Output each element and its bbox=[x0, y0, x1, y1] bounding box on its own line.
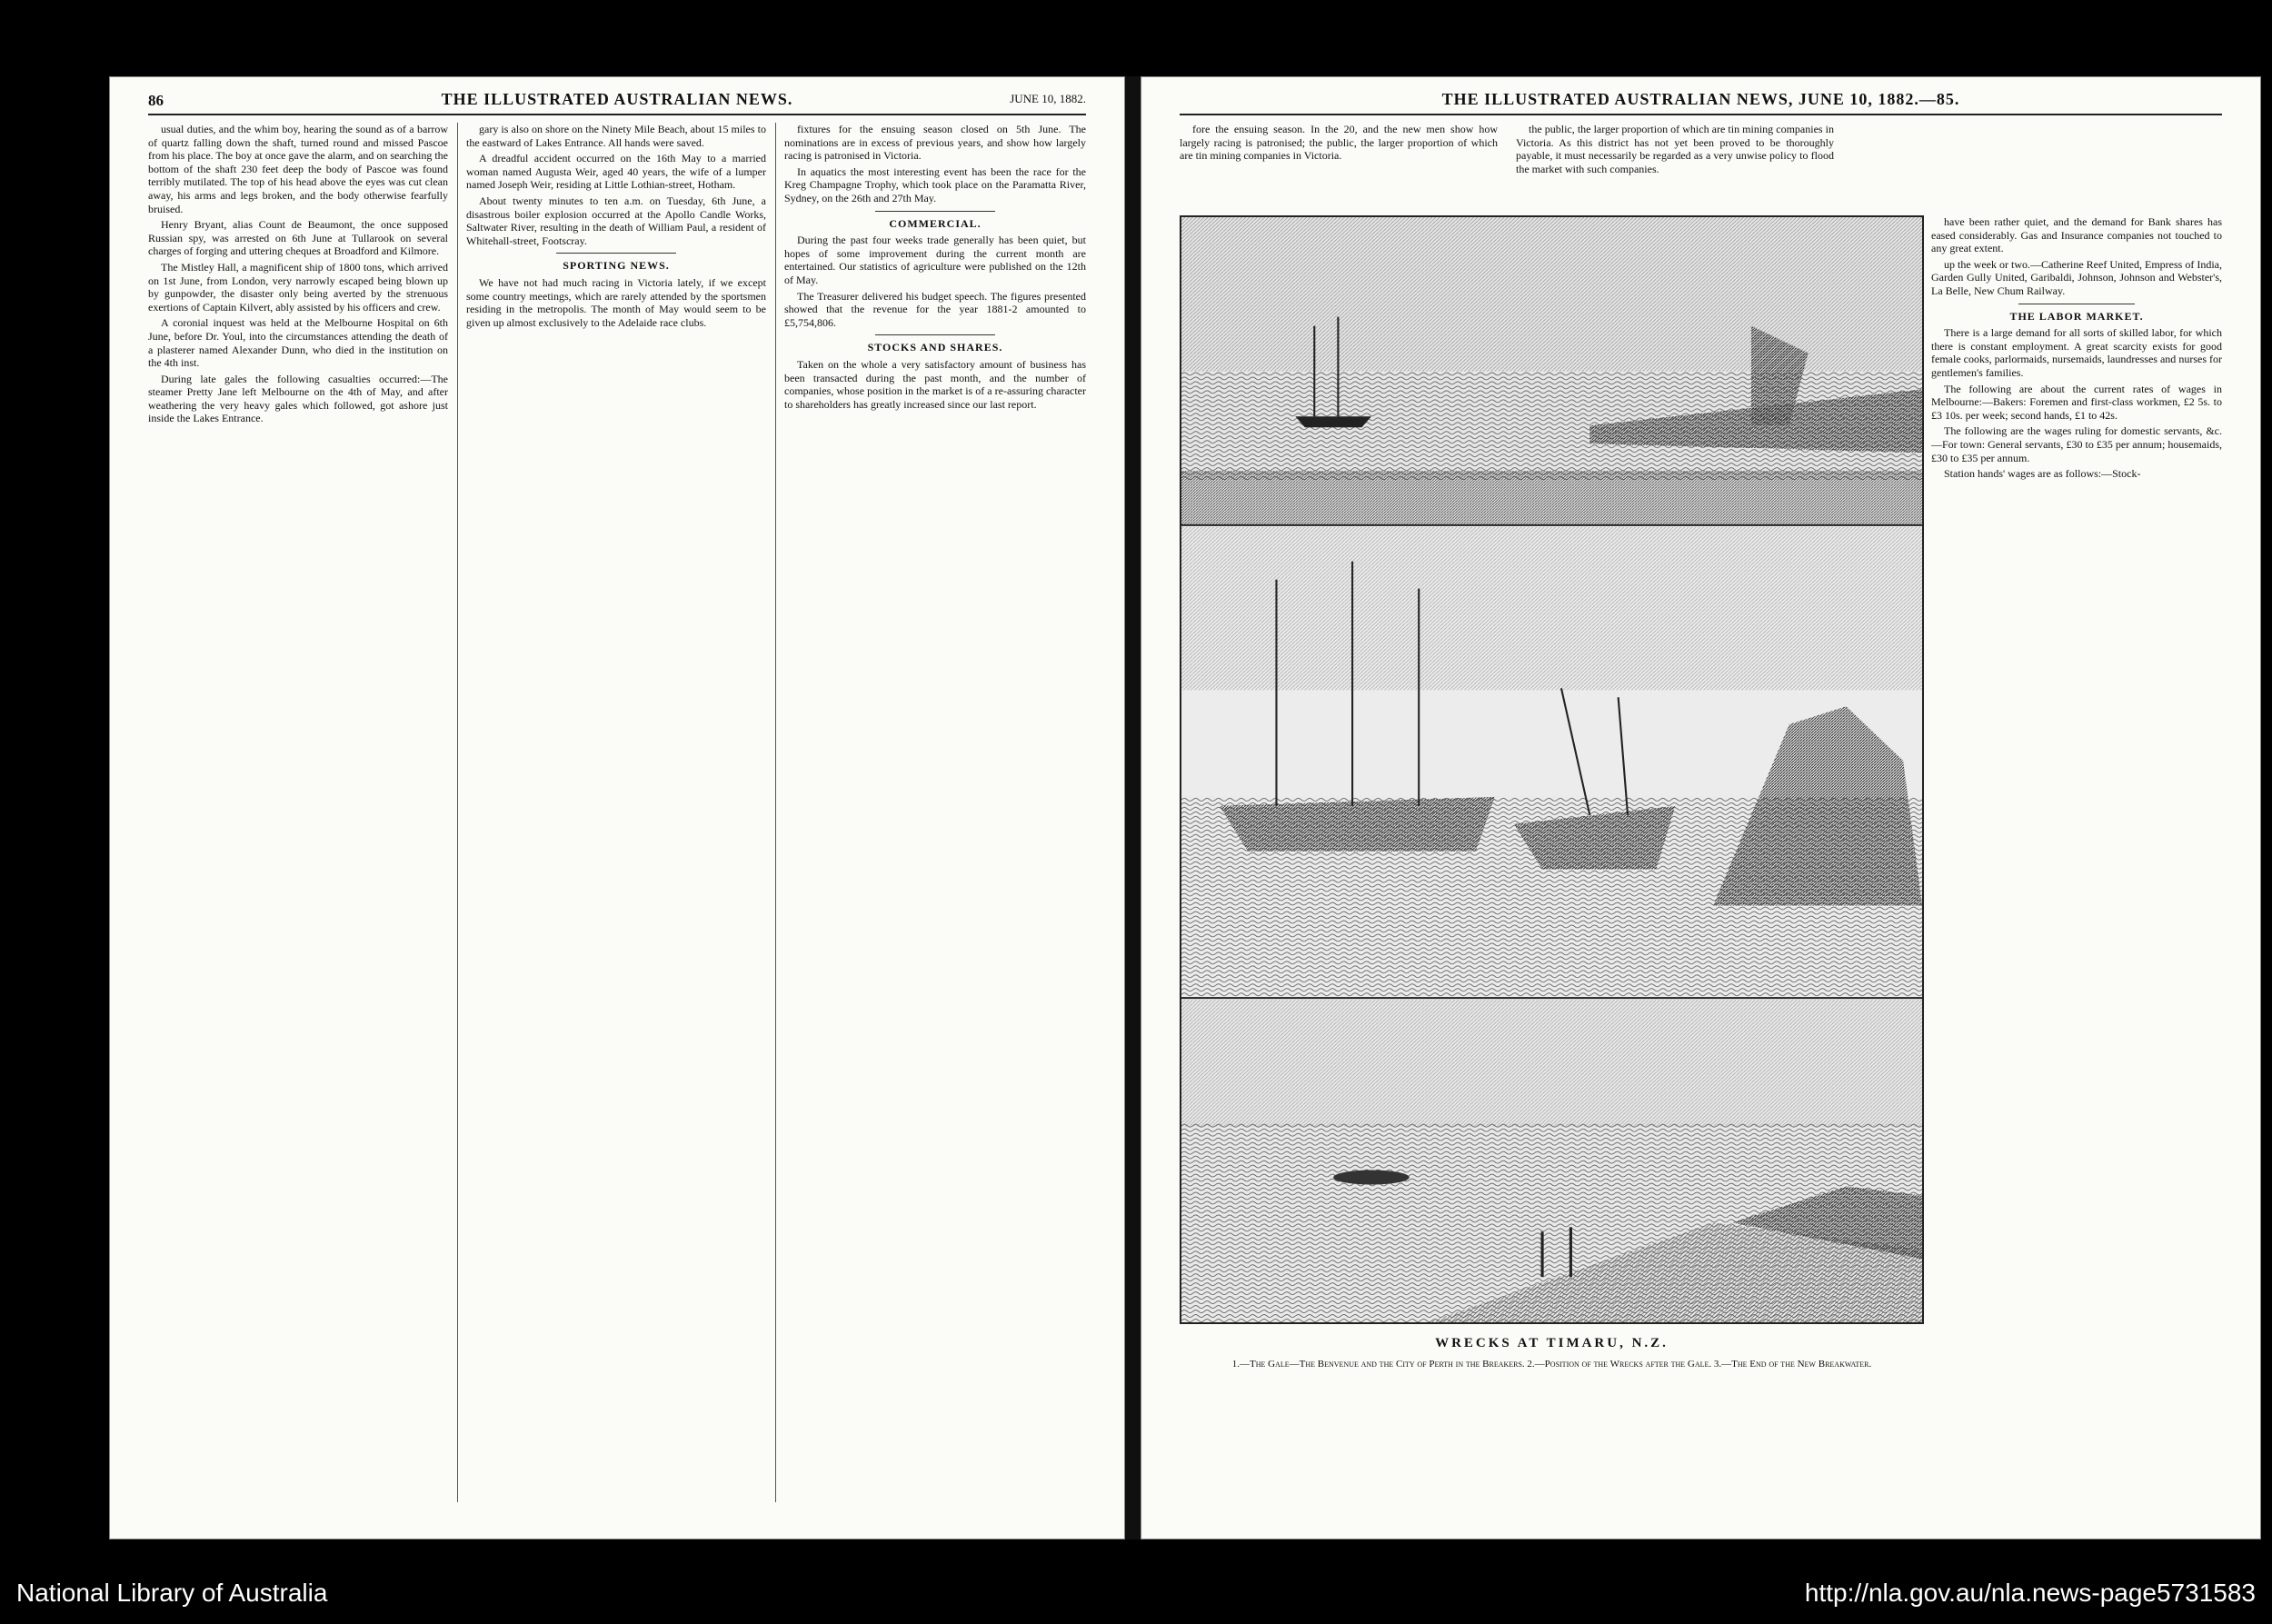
right-running-date: JUNE 10, 1882.—85. bbox=[1798, 90, 1960, 108]
article-paragraph: up the week or two.—Catherine Reef United, Empress of India, Garden Gully United, Garibaldi, Johnson, Johnson and Webster's, La Belle, New Chum Railway. bbox=[1931, 257, 2222, 297]
section-divider bbox=[875, 334, 996, 335]
article-paragraph: About twenty minutes to ten a.m. on Tuesday, 6th June, a disastrous boiler explosion occurred at the Apollo Candle Works, Saltwater River, resulting in the death of William Paul, a resident of Whitehall-street, Footscray. bbox=[466, 194, 766, 247]
article-paragraph: A coronial inquest was held at the Melbourne Hospital on 6th June, before Dr. Youl, into the circumstances attending the death of a plasterer named Alexander Dunn, who died in the institution on the 4th inst. bbox=[148, 316, 448, 370]
left-col-3 bbox=[784, 123, 1086, 1502]
article-paragraph: During late gales the following casualties occurred:—The steamer Pretty Jane left Melbourne on the 4th of May, and after weathering the very heavy gales which followed, got ashore just inside the Lakes Entrance. bbox=[148, 372, 448, 425]
article-paragraph: Taken on the whole a very satisfactory amount of business has been transacted during the past month, and the number of companies, whose position in the market is of a re-assuring character to shareholders has greatly increased since our last report. bbox=[784, 357, 1086, 411]
article-paragraph: We have not had much racing in Victoria lately, if we except some country meetings, which are rarely attended by the sportsmen residing in the metropolis. The month of May would seem to be given up almost exclusively to the Adelaide race clubs. bbox=[466, 275, 766, 329]
right-running-title: THE ILLUSTRATED AUSTRALIAN NEWS, bbox=[1441, 90, 1794, 108]
illustration-caption-title: WRECKS AT TIMARU, N.Z. bbox=[1435, 1336, 1669, 1350]
right-running-head bbox=[1180, 88, 2222, 115]
column-rule bbox=[775, 123, 776, 1502]
left-col-1 bbox=[148, 123, 448, 1502]
left-page-number: 86 bbox=[148, 92, 164, 109]
viewer-footer bbox=[0, 1560, 2272, 1624]
article-paragraph: The Treasurer delivered his budget speech. The figures presented showed that the revenue for the year 1881-2 amounted to £5,754,806. bbox=[784, 289, 1086, 329]
article-paragraph: A dreadful accident occurred on the 16th May to a married woman named Augusta Weir, aged 40 years, the wife of a lumper named Joseph Weir, residing at Little Lothian-street, Hotham. bbox=[466, 152, 766, 192]
left-col-2 bbox=[466, 123, 766, 1502]
left-running-title: THE ILLUSTRATED AUSTRALIAN NEWS. bbox=[441, 90, 793, 108]
right-side-column bbox=[1931, 215, 2222, 1502]
page-url[interactable]: http://nla.gov.au/nla.news-page5731583 bbox=[1804, 1579, 2256, 1607]
article-paragraph: fore the ensuing season. In the 20, and the new men show how largely racing is patronised; the public, the larger proportion of which are tin mining companies in Victoria. bbox=[1180, 123, 1498, 163]
right-running-head-text bbox=[1180, 90, 2222, 109]
article-paragraph: the public, the larger proportion of which are tin mining companies in Victoria. As this district has not yet been proved to be thoroughly payable, it must necessarily be regarded as a very unwise policy to flood the market with such companies. bbox=[1516, 123, 1834, 175]
article-paragraph: gary is also on shore on the Ninety Mile Beach, about 15 miles to the eastward of Lakes Entrance. All hands were saved. bbox=[466, 123, 766, 149]
article-paragraph: have been rather quiet, and the demand for Bank shares has eased considerably. Gas and Insurance companies not touched to any great extent. bbox=[1931, 215, 2222, 255]
section-heading-commercial: COMMERCIAL. bbox=[889, 216, 982, 230]
section-divider bbox=[875, 211, 996, 212]
wrecks-engraving bbox=[1180, 215, 1924, 1324]
article-paragraph: usual duties, and the whim boy, hearing the sound as of a barrow of quartz falling down the shaft, turned round and missed Pascoe from his place. The boy at once gave the alarm, and on searching the bottom of the shaft 230 feet deep the body of Pascoe was found terribly mutilated. The top of his head above the eyes was cut clean away, his arms and legs broken, and the body otherwise fearfully bruised. bbox=[148, 123, 448, 215]
column-rule bbox=[457, 123, 458, 1502]
right-newspaper-page bbox=[1141, 76, 2261, 1539]
article-paragraph: The following are about the current rates of wages in Melbourne:—Bakers: Foremen and first-class workmen, £2 5s. to £3 10s. per week; second hands, £1 to 42s. bbox=[1931, 382, 2222, 422]
article-paragraph: Station hands' wages are as follows:—Stock- bbox=[1944, 467, 2141, 481]
book-spine bbox=[1125, 76, 1141, 1539]
section-heading-stocks: STOCKS AND SHARES. bbox=[867, 341, 1003, 354]
article-paragraph: During the past four weeks trade generally has been quiet, but hopes of some improvement during the current month are entertained. Our statistics of agriculture were published on the 12th of May. bbox=[784, 234, 1086, 286]
section-heading-labor-market: THE LABOR MARKET. bbox=[2009, 309, 2144, 323]
article-paragraph: The Mistley Hall, a magnificent ship of 1800 tons, which arrived on 1st June, from London, very narrowly escaped being blown up by gunpowder, the disaster only being averted by the strenuous exertions of Captain Kilvert, ably assisted by his officers and crew. bbox=[148, 260, 448, 314]
left-running-head bbox=[148, 88, 1086, 115]
left-running-date: JUNE 10, 1882. bbox=[1010, 92, 1086, 105]
article-paragraph: In aquatics the most interesting event has been the race for the Kreg Champagne Trophy, which took place on the Paramatta River, Sydney, on the 26th and 27th May. bbox=[784, 164, 1086, 204]
engraving-illustration bbox=[1181, 217, 1922, 1322]
library-name: National Library of Australia bbox=[16, 1579, 328, 1607]
section-heading-sporting: SPORTING NEWS. bbox=[563, 259, 670, 273]
article-paragraph: Henry Bryant, alias Count de Beaumont, the once supposed Russian spy, was arrested on 6th June at Tullarook on several charges of forging and uttering cheques at Broadford and Kilmore. bbox=[148, 218, 448, 258]
article-paragraph: fixtures for the ensuing season closed on 5th June. The nominations are in excess of previous years, and show how largely racing is patronised in Victoria. bbox=[784, 123, 1086, 163]
article-paragraph: The following are the wages ruling for domestic servants, &c.—For town: General servants, £30 to £35 per annum; housemaids, £30 to £35 per annum. bbox=[1931, 424, 2222, 464]
left-newspaper-page bbox=[109, 76, 1125, 1539]
section-divider bbox=[556, 253, 676, 254]
illustration-caption-body: 1.—The Gale—The Benvenue and the City of Perth in the Breakers. 2.—Position of the Wrecks after the Gale. 3.—The End of the New Breakwater. bbox=[1231, 1359, 1872, 1370]
article-paragraph: There is a large demand for all sorts of skilled labor, for which there is constant employment. A great scarcity exists for good female cooks, parlormaids, nursemaids, laundresses and nurses for gentlemen's families. bbox=[1931, 326, 2222, 379]
left-columns bbox=[148, 123, 1086, 1502]
